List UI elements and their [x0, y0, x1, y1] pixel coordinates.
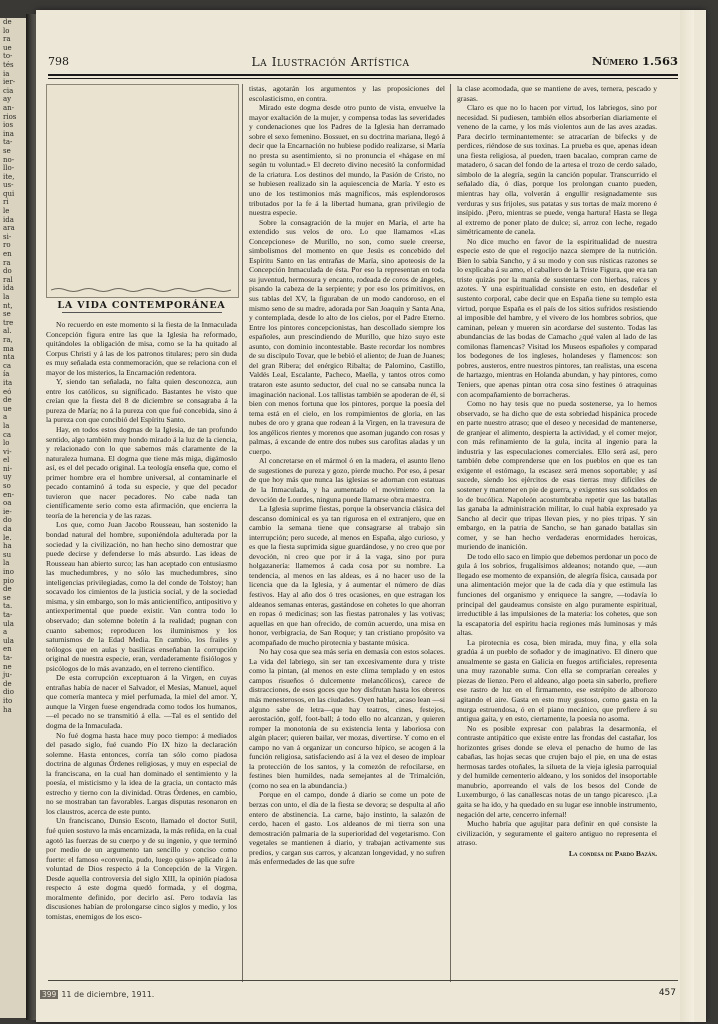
fragment-line: ta- — [3, 610, 13, 619]
fragment-line: ra, — [3, 335, 13, 344]
fragment-line: en — [3, 250, 12, 259]
fragment-line: qui — [3, 189, 15, 198]
fragment-line: ral — [3, 275, 13, 284]
fragment-line: da — [3, 525, 12, 534]
fragment-line: eó — [3, 387, 12, 396]
column-divider — [242, 84, 243, 982]
fragment-line: ia — [3, 69, 10, 78]
author-signature: La condesa de Pardo Bazán. — [568, 848, 657, 858]
paragraph: La Iglesia suprime fiestas, porque la observancia clásica del descanso dominical es ya tan rigurosa en el extranjero, que en cambio la semana tiene que consagrarse al trabajo sin interrupción; pero sucede, al menos en España, algo curioso, y es que la fiesta suprimida sigue guardándose, y no creo que por devoción, ni creo que por ir á la vaga, sino por pura holgazanería: llamemos á cada cosa por su nombre. La tendencia, al menos en las aldeas, es á no hacer uso de la licencia que da la Iglesia, y á aumentar el número de días festivos. Hay al año dos ó tres ocasiones, en que estragan los aldeanos semanas enteras, gastándose en cohetes lo que ahorran en ropas ó medicinas; son las fiestas patronales y las votivas; aquellas en que han ofrecido, de común acuerdo, una misa en honor, verbigracia, de San Roque; y tan cristiano propósito va acompañado de mucho pirotecnia y bastante música. — [249, 504, 445, 647]
book-gutter — [26, 14, 36, 1020]
paragraph: Mucho habría que agujitar para definir en qué consiste la civilización, y seguramente el gaitero antiguo no representa el atraso. — [457, 819, 657, 848]
paragraph: De esta corrupción exceptuaron á la Virgen, en cuyas entrañas había de nacer el Salvador, el Mesías, Manuel, aquel que comería manteca y miel perfumada, la miel del amor. Y, aunque la Virgen fuese engendrada como todos los humanos, —el pecado no se transmitió á ella. —Tal es el sentido del dogma de la Inmaculada. — [46, 673, 237, 730]
fragment-line: pio — [3, 576, 14, 585]
header-rule-thin — [48, 78, 678, 79]
paragraph: De todo ello saco en limpio que debemos perdonar un poco de gula á los sobrios, frugalísimos aldeanos; notando que, —aun llegado ese momento de expansión, de alegría física, causada por una alimentación mejor que la de cada día y que estimula las funciones del organismo y enriquece la sangre, —todavía lo principal del gaudeamus consiste en algo puramente espiritual, irreductible á las impulsiones de la materia: los cohetes, que son la escapatoria del espíritu hacia regiones más luminosas y más altas. — [457, 551, 657, 638]
paragraph: Y, siendo tan señalada, no falta quien desconozca, aun entre los católicos, su significado. Bastantes he visto que creían que la fiesta del 8 de diciembre se consagraba á la pureza de María; no á la pureza con que fué concebida, sino á la pureza con que concibió del Espíritu Santo. — [46, 377, 237, 425]
paragraph: Sobre la consagración de la mujer en María, el arte ha extendido sus velos de oro. Lo que llamamos «Las Concepciones» de Murillo, no son, como suele creerse, simbolismos del momento en que Jesús es concebido del Espíritu Santo en las entrañas de María, sino apoteosis de la Concepción Inmaculada de ésta. Por eso la representan en toda su juventud, hermosura y encanto, rodeada de coros de ángeles, pisando la cabeza de la serpiente; y por eso los primitivos, en sus tablas del XV, la figuraban de un modo candoroso, en el mismo seno de su madre, adorada por San Joaquín y Santa Ana, y contemplada, desde lo alto de los cielos, por el Padre Eterno. Entre los pintores concepcionistas, han descollado siempre los españoles, aun prescindiendo de Murillo, que hizo suyo este asunto, con dominio incontestable. Baste recordar los nombres de su discípulo Tovar, que le bebió el aliento; de Juan de Juanes; del gran Ribera; del enérgico Ribalta; de Palomino, Castillo, Valdés Leal, Escalante, Pacheco, Maella, y tantos otros como trataron este asunto seductor, del cual no se cansaba nunca la imaginación nacional. Los tallistas también se apoderan de él, si bien con menos fortuna que los pintores, porque la poesía del tema está en el cielo, en los rompimientos de gloria, en las nubes de oro y grana que rodean á la Virgen, en la travesura de los angélicos rientes y morenos que asoman jugando con rosas y palmas, á excande de entre dos nubes sus carofitas aladas y un cuerpo. — [249, 217, 445, 456]
fragment-line: la — [3, 293, 10, 301]
issue-date: 11 de diciembre, 1911. — [61, 990, 155, 999]
fragment-line: so — [3, 482, 11, 491]
issue-number: Número 1.563 — [591, 54, 678, 68]
magazine-page — [36, 10, 706, 1022]
text-column-2 — [249, 84, 445, 867]
paragraph: Hay, en todos estos dogmas de la Iglesia, de tan profundo sentido, algo también muy hondo mirado á la luz de la ciencia, y relacionado con lo que sabemos más claramente de la naturaleza humana. El dogma que tiene más miga, digámoslo así, es el del pecado original. La teología enseña que, como el primer hombre era el hombre universal, al contaminarle el pecado contaminó á toda su especie, y que del pecador tuvieron que nacer pecadores. No cabe nada tan científicamente serio como esta afirmación, que encierra la teoría de la herencia y de las razas. — [46, 425, 237, 520]
header-rule — [48, 74, 678, 76]
fragment-line: dio — [3, 688, 14, 697]
fragment-line: cia — [3, 86, 14, 95]
paragraph: No hay cosa que sea más seria en demasía con estos solaces. La vida del labriego, sin ser tan excesivamente dura y triste como la pintan, (al menos en este clima templado y en estos campos risueños ó dulcemente melancólicos), carece de distracciones, de esos goces que hoy disfrutan hasta los obreros más menesterosos, en las ciudades. Oyen hablar, acaso lean —si alguno sabe de letra—que hay teatros, cines, festejos, aerostación, golf, foot-ball; á todo ello no alcanzan, y quieren romper la monotonía de su existencia lenta y laboriosa con algún placer; quieren bailar, ver mozas, divertirse. Y como en el campo no van á organizar un concurso hípico, se acogen á la función religiosa, satisfaciendo así á la vez el deseo de imploar la protección de los santos, y la comezón de refocilarse, en festines bien humildes, nada semejantes al de Trimalción, (como no sea en la abundancia.) — [249, 647, 445, 790]
fragment-line: nta — [3, 353, 15, 362]
fragment-line: ca — [3, 361, 12, 370]
fragment-line: le. — [3, 533, 12, 542]
fragment-line: de — [3, 679, 12, 688]
decorative-wave-icon — [51, 287, 231, 293]
fragment-line: uy — [3, 473, 12, 482]
fragment-line: la — [3, 559, 10, 568]
fragment-line: to- — [3, 52, 13, 61]
fragment-line: al. — [3, 327, 12, 336]
fragment-line: ios — [3, 121, 14, 130]
footer-rule — [48, 980, 678, 981]
fragment-line: ida — [3, 215, 14, 224]
fragment-line: vi- — [3, 447, 12, 456]
fragment-line: su — [3, 550, 12, 559]
fragment-line: nt, — [3, 301, 13, 310]
fragment-line: el — [3, 456, 10, 465]
fragment-line: ie- — [3, 507, 12, 516]
text-column-3 — [457, 84, 657, 858]
text-column-1 — [46, 320, 237, 921]
paragraph: No fué dogma hasta hace muy poco tiempo: á mediados del pasado siglo, fué cuando Pío IX hizo la declaración solemne. Hasta entonces, corría tan sólo como piadosa doctrina de algunas Órdenes religiosas, y muy en especial de la franciscana, en la cual han dominado el sentimiento y la poesía, el misticismo y la idea de la gracia, un contacto más estrecho y tierno con la divinidad. Otras Órdenes, en cambio, no se mostraban tan favorables. Largas disputas resonaron en los claustros, acerca de este punto. — [46, 730, 237, 816]
fragment-line: de — [3, 585, 12, 594]
fragment-line: ni- — [3, 464, 13, 473]
fragment-line: se — [3, 310, 11, 319]
paragraph: Al concretarse en el mármol ó en la madera, el asunto lleno de sugestiones de pureza y gozo, pierde mucho. Por eso, á pesar de que hoy más que nunca las iglesias se adornan con estatuas de la Inmaculada, y ha aumentado el movimiento con la devoción de Lourdes, ninguna puede llamarse obra maestra. — [249, 456, 445, 504]
paragraph: La pirotecnia es cosa, bien mirada, muy fina, y ella sola gradúa á un pueblo de soñador y de imaginativo. El dinero que anualmente se gasta en Galicia en fuegos artificiales, representa una muy razonable suma. Con ella se comprarían cereales y piezas de lienzo. Pero el aldeano, algo poeta sin saberlo, prefiere ese rastro de luz en el firmamento, ese estrépito de alborozo agitando el aire. Gasta en esto muy gustoso, como gasta en la murga estruendosa, ó en el piano mecánico, que prefiere á su antigua gaita, y en esto, ciertamente, la poesía no asoma. — [457, 637, 657, 724]
fragment-line: en — [3, 645, 12, 654]
fragment-line: ite, — [3, 172, 15, 181]
archive-stamp: 399 — [42, 990, 57, 999]
paragraph: la clase acomodada, que se mantiene de aves, ternera, pescado y grasas. — [457, 84, 657, 103]
fragment-line: lo — [3, 439, 10, 448]
paragraph: No es posible expresar con palabras la desarmonía, el contraste antipático que existe entre las frondas del castañar, los horizontes grises donde se eleva el penacho de humo de las cabañas, las hojas secas que crujen bajo el pie, en una de estas hermosas tardes otoñales, la silueta de la vieja iglesia parroquial y del humilde cementerio aldeano, y los sonidos del insoportable manubrio, aporreando el vals de los besos del Conde de Luxemburgo, ó las canallescas notas de un tango picaresco. ¡La gaita se ha ido, y ha quedado en su lugar ese innoble instrumento, negación del arte, cencerro infernal! — [457, 723, 657, 819]
fragment-line: ula — [3, 619, 14, 628]
fragment-line: a — [3, 628, 8, 637]
fragment-line: le — [3, 207, 10, 216]
fragment-line: ne — [3, 662, 12, 671]
page-number: 798 — [48, 54, 69, 68]
paragraph: Porque en el campo, donde á diario se come un pote de berzas con unto, el día de la fiesta se devora; se despulta al año entero de abstinencia. La carne, bajo instinto, la salazón de cerdo, hacen el gasto. Los aldeanos de mi tierra son una demostración palmaria de la superioridad del vegetarismo. Con vegetales se mantienen á diario, y trabajan activamente sus predios, y cargan sus carros, y alcanzan longevidad, y no sufren más enfermedades de las que sufre — [249, 790, 445, 867]
paragraph: No dice mucho en favor de la espiritualidad de nuestra especie esto de que el regocijo nazca siempre de la nutrición. Bien lo sabía Sancho, y á su modo y con sus rústicas razones se lo explicaba á su amo, el caballero de la Triste Figura, que era tan triste quizás por la manía de sustentarse con hierbas, raíces y azotes. Y una espiritualidad consiste en esto, en desdeñar el sustento corporal, cabe decir que en España tiene su templo esta virtud, porque España es el país de los sitios sufridos resistiendo al imposible del hambre, y el vivero de los hombres sobrios, que caminan, pelean y mueren sin acordarse del sustento. Todas las abundancias de las bodas de Camacho ¿qué valen al lado de las comilonas flamencas? Visitad los Museos españoles y comparad los bodegones de los ingleses, holandeses y flamencos: son pobres, austeros, entre nuestros pintores, tan realistas, una escena de hartazgo, mientras en Holanda abundan, y hay pintores, como Teniers, que apenas pintan otra cosa sino festines ó atraquinas con acompañamiento de borracheras. — [457, 236, 657, 399]
fragment-line: tés — [3, 60, 14, 69]
fragment-line: de — [3, 18, 12, 26]
paragraph: No recuerdo en este momento si la fiesta de la Inmaculada Concepción figura entre las que la Iglesia ha reformado, quitándoles la obligación de misa, como se la ha quitado al Corpus Christi y á las de los patronos titulares; pero sin duda es muy señalada esta conmemoración, que se relaciona con el mayor de los misterios, la Encarnación redentora. — [46, 320, 237, 377]
fragment-line: tre — [3, 318, 14, 327]
fragment-line: ita — [3, 378, 13, 387]
fragment-line: ju- — [3, 671, 13, 680]
fragment-line: ha — [3, 542, 12, 551]
fragment-line: ay — [3, 95, 12, 104]
fragment-line: ca — [3, 430, 12, 439]
ornamental-header-box — [46, 84, 239, 298]
page-header — [48, 50, 678, 72]
fragment-line: ida — [3, 284, 14, 293]
fragment-line: do — [3, 267, 12, 276]
fragment-line: ra — [3, 35, 11, 44]
fragment-line: ía — [3, 370, 10, 379]
fragment-line: ara — [3, 224, 15, 233]
fragment-line: a — [3, 413, 8, 422]
paragraph: Claro es que no lo hacen por virtud, los labriegos, sino por necesidad. Si pudiesen, también ellos absorberían diariamente el veneno de la carne, y los más violentos aun de las aves azadas. Para decirlo terminantemente: se atracarían de bifecks y de perdices, riéndose de sus toxinas. La prueba es que, apenas idean una fiesta religiosa, al pueden, traen bacalao, compran carne de matadero, ó sacan del fondo de la artesa el trozo de cerdo salado, símbolo de la alegría, según la canción popular. Transcurrido el señalado día, ó días, porque los prolongan cuanto pueden, mientras hay olla, volverán á engullir resignadamente sus verduras y sus frijoles, sus patatas y sus tortas de maíz moreno é insípido. ¡Pero, mientras se puede, venga hartura! Hasta se llega al extremo de poner plato de dulce; sí, arroz con leche, regado simétricamente de canela. — [457, 103, 657, 237]
fragment-line: en- — [3, 490, 15, 499]
fragment-line: rios — [3, 112, 17, 121]
section-rule — [62, 312, 222, 313]
fragment-line: la — [3, 421, 10, 430]
fragment-line: se — [3, 146, 11, 155]
fragment-line: se — [3, 593, 11, 602]
fragment-line: llo- — [3, 164, 15, 173]
fragment-line: oa — [3, 499, 12, 508]
fragment-line: de — [3, 396, 12, 405]
fragment-line: ino — [3, 568, 14, 576]
section-title: LA VIDA CONTEMPORÁNEA — [57, 300, 226, 311]
fragment-line: do — [3, 516, 12, 525]
masthead-title: La Ilustración Artística — [251, 53, 410, 69]
folio-number: 457 — [658, 988, 676, 998]
fragment-line: ro — [3, 241, 11, 250]
fragment-line: ta- — [3, 138, 13, 147]
fragment-line: ito — [3, 696, 13, 705]
fragment-line: ri — [3, 198, 9, 207]
fragment-line: ta. — [3, 602, 13, 611]
column-divider — [450, 84, 451, 982]
paragraph: Como no hay tesis que no pueda sostenerse, ya lo hemos observado, se ha dicho que de esta sobriedad hispánica procede en parte nuestro atraso; que el deseo y necesidad de mantenerse, de granjear el alimento, despierta la actividad, y el comer mejor, con más refinamiento de la gula, incita al ingenio para la industria y las especulaciones comerciales. Ello será así, pero también debe comprenderse que en los pueblos en que es tan exigente el estómago, la escasez será menos soportable; y así sucede, siendo los ejércitos de esas tierras muy difíciles de sostener y mantener en pie de guerra, y exigentes sus soldados en lo de bucólica. Napoleón acostumbraba repetir que las batallas las ganaba la administración militar, lo cual había expresado ya Sancho al decir que tripas llevan pies, y no pies tripas. Y sin embargo, en la patria de Sancho, se han ganado batallas sin comer, y se han hecho verdaderas enormidades heroicas, muriendo de inanición. — [457, 399, 657, 552]
fragment-line: an- — [3, 103, 15, 112]
footer-date — [40, 990, 154, 999]
fragment-line: ula — [3, 636, 14, 645]
fragment-line: ta- — [3, 653, 13, 662]
fragment-line: ma — [3, 344, 14, 353]
paragraph: Los que, como Juan Jacobo Rousseau, han sostenido la bondad natural del hombre, suponiéndola adulterada por la sociedad y la civilización, no han hecho sino demostrar que puede decirse y defenderse lo más absurdo. Las ideas de Rousseau han abierto surco; las han aceptado con entusiasmo las muchedumbres, y no sólo las muchedumbres, sino inteligencias privilegiadas, como la del conde de Tolstoy; han socavado los cimientos de la justicia social, y de la sociedad misma, y sin embargo, son lo más anticientífico, antipositivo y antiexperimental que puede existir. Van contra todo lo observado; dan solemne boletín á la realidad; pugnan con cuanto sabemos; reproducen los iluminismos y los saturnismos de la Edad Media. En cambio, los frailes y teólogos que en aulas y basílicas enseñaban la corrupción original de nuestra especie, eran, verdaderamente fisiólogos y psicólogos de lo más avanzado, en el terreno científico. — [46, 520, 237, 673]
fragment-line: ue — [3, 404, 12, 413]
fragment-line: lo — [3, 26, 10, 35]
fragment-line: no- — [3, 155, 15, 164]
fragment-line: ha — [3, 705, 12, 714]
fragment-line: ina — [3, 129, 14, 138]
fragment-line: ue — [3, 43, 12, 52]
paragraph: Mirado este dogma desde otro punto de vista, envuelve la mayor exaltación de la mujer, y compensa todas las severidades y condenaciones que los Padres de la Iglesia han derramado sobre el sexo femenino. Bossuet, en su doctrina mariana, llegó á decir que la Encarnación no hubiese podido realizarse, si María no presta su asentimiento, si no pronuncia el «hágase en mí según tu voluntad.» El decreto divino necesitó la conformidad de la criatura. Los destinos del mundo, la Pasión de Cristo, no se hubiesen realizado sin la aquiescencia de María. Y esto es uno de los testimonios más magníficos, más esplendorosos tributados por la fe á la libertad humana, gran privilegio de nuestra especie. — [249, 103, 445, 218]
fragment-line: si- — [3, 232, 12, 241]
fragment-line: us- — [3, 181, 14, 190]
fragment-line: ra — [3, 258, 11, 267]
fragment-line: ier- — [3, 78, 16, 87]
paragraph: Un franciscano, Dunsio Escoto, llamado el doctor Sutil, fué quien sostuvo la más encarnizada, la más reñida, en la cual agotó las fuerzas de su cuerpo y de su ingenio, y que terminó por medio de un argumento tan sencillo y conciso como fuerte: el famoso «convenía, pudo, luego quiso» aplicado á la voluntad de Dios respecto á la Concepción de la Virgen. Desde aquella controversia del siglo XIII, la opinión piadosa respecto á este dogma quedó formada, y el dogma, moralmente definido, por decirlo así. Pero todavía las discusiones habían de prolongarse cinco siglos y medio, y los tomistas, enemigos de los esco- — [46, 816, 237, 921]
paragraph: tistas, agotarán los argumentos y las proposiciones del escolasticismo, en contra. — [249, 84, 445, 103]
page-edge — [680, 10, 694, 1022]
adjacent-page-fragment — [0, 18, 28, 1018]
